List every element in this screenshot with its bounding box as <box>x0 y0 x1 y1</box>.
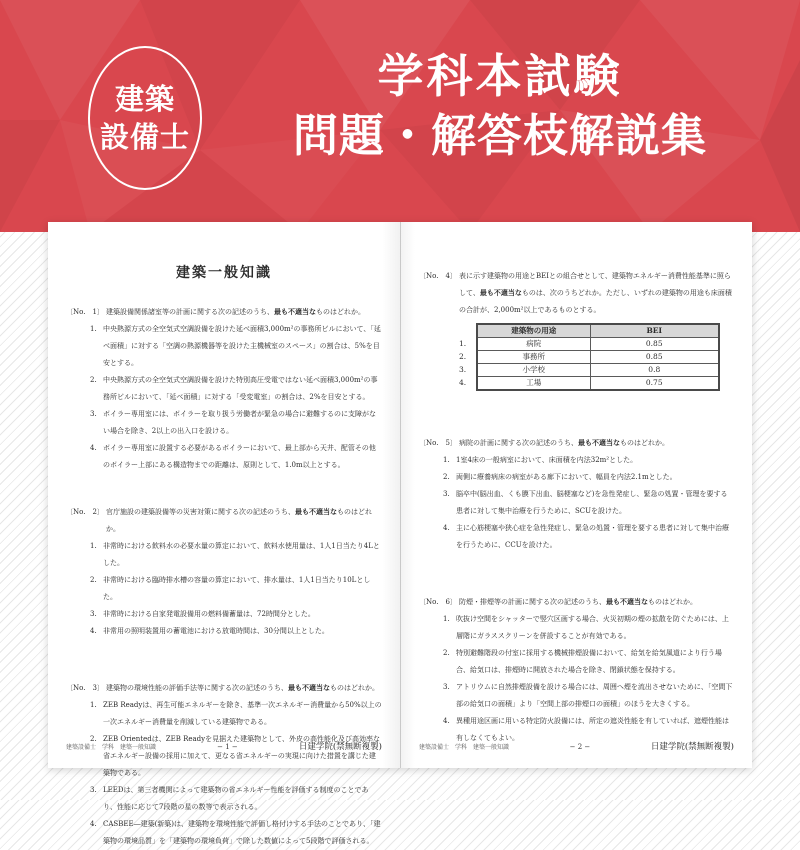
answer-item <box>90 623 382 640</box>
stem-pre: 建築物の環境性能の評価手法等に関する次の記述のうち、 <box>106 684 288 692</box>
item-number: 1. <box>90 701 97 709</box>
item-number: 3. <box>443 683 450 691</box>
answer-item <box>90 406 382 440</box>
item-text: LEEDは、第三者機関によって建築物の省エネルギー性能を評価する制度のことであり、性能に応じて7段階の星の数等で表示される。 <box>103 786 369 811</box>
table-cell-bei: 0.85 <box>590 351 719 364</box>
item-number: 4. <box>90 820 97 828</box>
page-number: − 1 − <box>217 743 238 751</box>
stem-pre: 防煙・排煙等の計画に関する次の記述のうち、 <box>459 598 606 606</box>
answer-item <box>90 731 382 782</box>
item-text: アトリウムに自然排煙設備を設ける場合には、周囲へ煙を流出させないために、「空間下部の給気口の面積」より「空間上部の排煙口の面積」のほうを大きくする。 <box>456 683 733 708</box>
item-number: 1. <box>90 542 97 550</box>
item-number: 2. <box>459 352 467 361</box>
item-number: 1. <box>90 325 97 333</box>
table-header-usage: 建築物の用途 <box>477 324 590 338</box>
item-text: CASBEE―建築(新築)は、建築物を環境性能で評価し格付けする手法のことであり、「建築物の環境品質」を「建築物の環境負荷」で除した数値によって5段階で評価される。 <box>103 820 381 845</box>
item-text: 非常用の照明装置用の蓄電池における放電時間は、30分間以上とした。 <box>103 627 329 635</box>
answer-item <box>90 372 382 406</box>
item-text: ZEB Readyは、再生可能エネルギーを除き、基準一次エネルギー消費量から50%以上の一次エネルギー消費量を削減している建築物である。 <box>103 701 382 726</box>
question-stem <box>459 594 734 611</box>
item-text: 中央熱源方式の全空気式空調設備を設けた延べ面積3,000m²の事務所ビルにおいて、「延べ面積」に対する「空調の熱源機器等を設けた主機械室のスペース」の割合は、5%を目安とする。 <box>103 325 381 367</box>
footer-right: 日建学院(禁無断複製) <box>298 742 382 752</box>
answer-item <box>90 697 382 731</box>
table-cell-usage: 病院 <box>477 338 590 351</box>
answer-item <box>90 816 382 850</box>
item-number: 3. <box>90 410 97 418</box>
page-spread <box>48 222 752 845</box>
item-text: 非常時における臨時排水槽の容量の算定において、排水量は、1人1日当たり10Lとした。 <box>103 576 371 601</box>
table-row-numbers <box>459 323 476 391</box>
footer-right: 日建学院(禁無断複製) <box>650 742 734 752</box>
bei-table <box>476 323 720 391</box>
item-text: 中央熱源方式の全空気式空調設備を設けた特別高圧受電ではない延べ面積3,000m²の事務所ビルにおいて、「延べ面積」に対する「受変電室」の割合は、2%を目安とする。 <box>103 376 378 401</box>
item-number: 2. <box>90 376 97 384</box>
answer-items <box>419 611 734 747</box>
item-text: 異種用途区画に用いる特定防火設備には、所定の遮炎性能を有していれば、遮煙性能は有しなくてもよい。 <box>456 717 729 742</box>
item-text: 1室4床の一般病室において、床面積を内法32m²とした。 <box>456 456 638 464</box>
item-text: 非常時における自家発電設備用の燃料備蓄量は、72時間分とした。 <box>103 610 315 618</box>
answer-item <box>90 321 382 372</box>
badge-line2: 設備士 <box>99 120 190 154</box>
answer-items <box>419 452 734 554</box>
question-number: 〔No. 1〕 <box>66 308 104 316</box>
item-text: 吹抜け空間をシャッターで竪穴区画する場合、火災初期の煙の拡散を防ぐためには、上層階にガラススクリーンを併設することが有効である。 <box>456 615 729 640</box>
answer-item <box>90 782 382 816</box>
main-title-line2: 問題・解答枝解説集 <box>292 109 707 162</box>
footer-left: 建築設備士 学科 建築一般知識 <box>66 744 157 751</box>
item-text: 脳卒中(脳出血、くも膜下出血、脳梗塞など)を急性発症し、緊急の処置・管理を要する患者に対して集中治療を行うために、SCUを設けた。 <box>456 490 728 515</box>
stem-post: ものはどれか。 <box>330 684 379 692</box>
stem-bold: 最も不適当な <box>606 598 648 606</box>
question-number: 〔No. 5〕 <box>419 439 457 447</box>
stem-pre: 官庁施設の建築設備等の災害対策に関する次の記述のうち、 <box>106 508 295 516</box>
item-text: ボイラー専用室には、ボイラーを取り扱う労働者が緊急の場合に避難するのに支障がない場合を除き、2以上の出入口を設ける。 <box>103 410 376 435</box>
question-1 <box>66 304 382 474</box>
page-1 <box>48 222 400 845</box>
table-cell-usage: 工場 <box>477 377 590 391</box>
page-number: − 2 − <box>569 743 591 751</box>
answer-items <box>66 321 382 474</box>
item-number: 1. <box>459 339 467 348</box>
main-title <box>230 46 770 166</box>
badge-line1: 建築 <box>114 82 175 116</box>
item-number: 4. <box>459 378 467 387</box>
page-footer <box>419 740 734 752</box>
answer-item <box>90 572 382 606</box>
stem-bold: 最も不適当な <box>288 684 330 692</box>
table-row <box>477 364 719 377</box>
item-number: 1. <box>443 456 450 464</box>
stem-pre: 建築設備関係諸室等の計画に関する次の記述のうち、 <box>106 308 274 316</box>
header-banner <box>0 0 800 232</box>
table-cell-bei: 0.8 <box>590 364 719 377</box>
item-text: ZEB Orientedは、ZEB Readyを見据えた建築物として、外皮の高性能化及び高効率な省エネルギー設備の採用に加えて、更なる省エネルギーの実現に向けた措置を講じた建築物である。 <box>103 735 380 777</box>
item-number: 4. <box>90 444 97 452</box>
question-number: 〔No. 3〕 <box>66 684 104 692</box>
item-text: 両側に療養病床の病室がある廊下において、幅員を内法2.1mとした。 <box>456 473 677 481</box>
bei-table-block <box>459 323 734 391</box>
answer-item <box>443 520 734 554</box>
answer-item <box>90 538 382 572</box>
answer-item <box>443 645 734 679</box>
table-row <box>477 377 719 391</box>
answer-item <box>443 452 734 469</box>
answer-item <box>443 679 734 713</box>
table-cell-usage: 小学校 <box>477 364 590 377</box>
stem-bold: 最も不適当な <box>479 289 522 297</box>
question-stem <box>106 304 382 321</box>
page-2 <box>400 222 752 768</box>
question-number: 〔No. 6〕 <box>419 598 457 606</box>
item-number: 3. <box>90 786 97 794</box>
item-number: 4. <box>443 524 450 532</box>
table-cell-bei: 0.75 <box>590 377 719 391</box>
item-text: 特別避難階段の付室に採用する機械排煙設備において、給気を給気風道により行う場合、給気口は、排煙時に開放された場合を除き、閉鎖状態を保持する。 <box>456 649 722 674</box>
answer-items <box>66 538 382 640</box>
item-number: 3. <box>90 610 97 618</box>
question-stem <box>106 680 382 697</box>
question-stem <box>106 504 382 538</box>
question-number: 〔No. 4〕 <box>419 272 457 280</box>
table-header-bei: BEI <box>590 324 719 338</box>
stem-post: ものはどれか。 <box>106 508 372 533</box>
page-heading: 建築一般知識 <box>176 265 272 281</box>
question-2 <box>66 504 382 640</box>
answer-item <box>443 469 734 486</box>
table-row <box>477 338 719 351</box>
table-cell-usage: 事務所 <box>477 351 590 364</box>
stem-pre: 表に示す建築物の用途とBEIとの組合せとして、建築物エネルギー消費性能基準に照らして、 <box>459 272 731 297</box>
question-3 <box>66 680 382 850</box>
stem-post: ものはどれか。 <box>620 439 669 447</box>
answer-item <box>90 440 382 474</box>
item-text: ボイラー専用室に設置する必要があるボイラーにおいて、最上部から天井、配管その他のボイラー上部にある構造物までの距離は、原則として、1.0m以上とする。 <box>103 444 376 469</box>
answer-item <box>443 611 734 645</box>
item-number: 4. <box>443 717 450 725</box>
item-number: 3. <box>459 365 467 374</box>
page-footer <box>66 740 382 752</box>
stem-pre: 病院の計画に関する次の記述のうち、 <box>459 439 578 447</box>
item-text: 主に心筋梗塞や狭心症を急性発症し、緊急の処置・管理を要する患者に対して集中治療を行うために、CCUを設けた。 <box>456 524 729 549</box>
item-number: 3. <box>443 490 450 498</box>
item-number: 2. <box>90 735 97 743</box>
answer-items <box>66 697 382 850</box>
table-cell-bei: 0.85 <box>590 338 719 351</box>
question-5 <box>419 435 734 554</box>
stem-post: ものはどれか。 <box>648 598 697 606</box>
question-stem <box>459 435 734 452</box>
item-number: 4. <box>90 627 97 635</box>
item-number: 2. <box>443 649 450 657</box>
answer-item <box>90 606 382 623</box>
item-number: 1. <box>443 615 450 623</box>
question-6 <box>419 594 734 747</box>
footer-left: 建築設備士 学科 建築一般知識 <box>419 744 510 751</box>
stem-post: ものは、次のうちどれか。ただし、いずれの建築物の用途も床面積の合計が、2,000m²以上であるものとする。 <box>459 289 732 314</box>
qualification-badge <box>88 46 202 190</box>
answer-item <box>443 486 734 520</box>
item-number: 2. <box>90 576 97 584</box>
question-number: 〔No. 2〕 <box>66 508 104 516</box>
stem-bold: 最も不適当な <box>274 308 316 316</box>
question-4 <box>419 268 734 391</box>
stem-bold: 最も不適当な <box>295 508 337 516</box>
stem-bold: 最も不適当な <box>578 439 620 447</box>
item-number: 2. <box>443 473 450 481</box>
stem-post: ものはどれか。 <box>316 308 365 316</box>
question-stem <box>459 268 734 319</box>
main-title-line1: 学科本試験 <box>377 49 623 103</box>
item-text: 非常時における飲料水の必要水量の算定において、飲料水使用量は、1人1日当たり4Lとした。 <box>103 542 380 567</box>
table-header-row <box>477 324 719 338</box>
table-row <box>477 351 719 364</box>
